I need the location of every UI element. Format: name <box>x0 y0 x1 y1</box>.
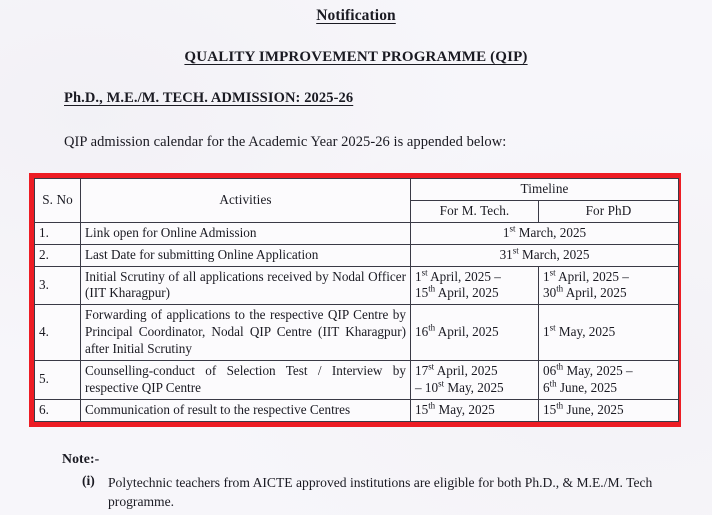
ordinal-suffix: st <box>438 378 445 389</box>
date-value: 1st April, 2025 – <box>415 267 501 284</box>
ordinal-suffix: th <box>428 400 436 411</box>
admission-heading <box>64 90 712 107</box>
cell-timeline-phd <box>539 361 679 400</box>
date-value: 15th June, 2025 <box>543 400 624 417</box>
cell-sno: 6. <box>35 399 81 421</box>
table-row <box>35 361 679 400</box>
calendar-table-container <box>29 173 681 427</box>
cell-sno: 3. <box>35 266 81 305</box>
table-body <box>35 222 679 421</box>
table-row <box>35 222 679 244</box>
document-subtitle <box>0 49 712 66</box>
cell-timeline-merged <box>411 244 679 266</box>
table-header-row-1 <box>35 179 679 201</box>
header-timeline: Timeline <box>411 179 679 201</box>
note-label: Note:- <box>62 451 100 466</box>
cell-activity: Last Date for submitting Online Application <box>81 244 411 266</box>
date-value: 15th May, 2025 <box>415 400 495 417</box>
date-value: 31st March, 2025 <box>499 245 590 262</box>
table-row <box>35 305 679 361</box>
ordinal-suffix: th <box>428 284 436 295</box>
cell-sno: 5. <box>35 361 81 400</box>
date-value: 30th April, 2025 <box>543 284 627 301</box>
table-row <box>35 266 679 305</box>
date-value: 15th April, 2025 <box>415 284 499 301</box>
date-value: 1st April, 2025 – <box>543 267 629 284</box>
note-item-marker: (i) <box>82 473 95 488</box>
cell-timeline-mtech <box>411 361 539 400</box>
ordinal-suffix: st <box>421 267 428 278</box>
cell-activity: Communication of result to the respective Centres <box>81 399 411 421</box>
ordinal-suffix: th <box>428 322 436 333</box>
cell-timeline-phd <box>539 399 679 421</box>
cell-sno: 1. <box>35 222 81 244</box>
date-value: 1st March, 2025 <box>502 223 587 240</box>
cell-activity: Initial Scrutiny of all applications received by Nodal Officer (IIT Kharagpur) <box>81 266 411 305</box>
header-activities: Activities <box>81 179 411 223</box>
cell-timeline-phd <box>539 305 679 361</box>
document-title <box>0 0 712 25</box>
cell-activity: Link open for Online Admission <box>81 222 411 244</box>
note-item <box>62 473 682 511</box>
date-value: 06th May, 2025 – <box>543 361 633 379</box>
header-for-mtech: For M. Tech. <box>411 200 539 222</box>
cell-timeline-mtech <box>411 305 539 361</box>
cell-activity: Counselling-conduct of Selection Test / Interview by respective QIP Centre <box>81 361 411 400</box>
ordinal-suffix: th <box>549 378 557 389</box>
document-title-text: Notification <box>316 7 396 24</box>
header-sno: S. No <box>35 179 81 223</box>
ordinal-suffix: st <box>428 361 435 372</box>
document-subtitle-text: QUALITY IMPROVEMENT PROGRAMME (QIP) <box>184 49 528 65</box>
date-value: 16th April, 2025 <box>415 322 499 340</box>
table-header <box>35 179 679 223</box>
date-value: 6th June, 2025 <box>543 378 618 395</box>
cell-activity: Forwarding of applications to the respective QIP Centre by Principal Coordinator, Nodal QIP Centre (IIT Kharagpur) after Initial Scrutiny <box>81 305 411 361</box>
intro-paragraph: QIP admission calendar for the Academic Year 2025-26 is appended below: <box>64 134 507 150</box>
note-item-text: Polytechnic teachers from AICTE approved institutions are eligible for both Ph.D., & M.E./M. Tech programme. <box>108 475 653 510</box>
cell-timeline-merged <box>411 222 679 244</box>
ordinal-suffix: st <box>549 267 556 278</box>
ordinal-suffix: th <box>556 361 564 372</box>
table-row <box>35 244 679 266</box>
ordinal-suffix: st <box>509 223 516 234</box>
cell-sno: 4. <box>35 305 81 361</box>
date-value: 1st May, 2025 <box>543 322 616 340</box>
ordinal-suffix: th <box>556 400 564 411</box>
ordinal-suffix: th <box>556 284 564 295</box>
admission-calendar-table <box>34 178 679 422</box>
date-value: 17st April, 2025 <box>415 361 498 379</box>
cell-timeline-mtech <box>411 399 539 421</box>
cell-timeline-mtech <box>411 266 539 305</box>
admission-heading-text: Ph.D., M.E./M. TECH. ADMISSION: 2025-26 <box>64 90 354 106</box>
table-row <box>35 399 679 421</box>
cell-sno: 2. <box>35 244 81 266</box>
cell-timeline-phd <box>539 266 679 305</box>
header-for-phd: For PhD <box>539 200 679 222</box>
note-block <box>62 451 682 511</box>
date-value: – 10st May, 2025 <box>415 378 504 395</box>
ordinal-suffix: st <box>512 245 519 256</box>
ordinal-suffix: st <box>549 322 556 333</box>
